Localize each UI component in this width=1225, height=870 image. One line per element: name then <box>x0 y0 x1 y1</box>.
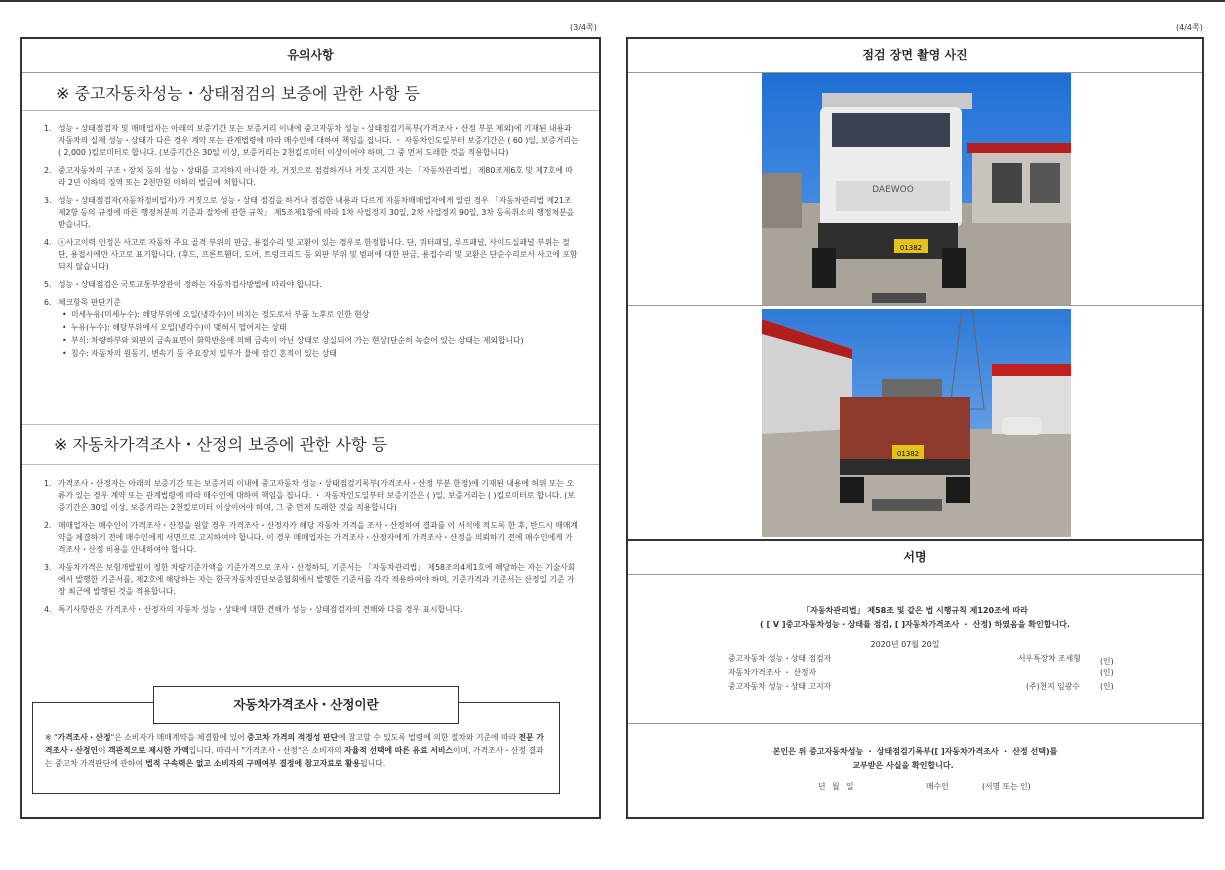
item-number: 4. <box>44 238 52 247</box>
item-number: 2. <box>44 166 52 175</box>
signer-mark-1: (인) <box>1100 657 1114 666</box>
signer-role-2: 자동차가격조사 ・ 산정자 <box>728 668 817 677</box>
section2-heading: ※ 자동차가격조사・산정의 보증에 관한 사항 등 <box>54 435 388 454</box>
section1-list <box>22 111 599 360</box>
signer-role-3: 중고자동차 성능・상태 고지자 <box>728 682 832 691</box>
definition-text-part: 이 <box>98 746 109 755</box>
definition-text-part: 됩니다. <box>360 759 386 768</box>
page-number-left: (3/4쪽) <box>570 23 597 32</box>
item-number: 1. <box>44 479 52 488</box>
receipt-date: 년 월 일 <box>818 782 854 791</box>
list-item <box>44 604 579 616</box>
definition-text-part: 자율적 선택에 따른 유료 서비스 <box>344 746 453 755</box>
definition-text-part: ※ " <box>45 733 58 742</box>
item-text: 체크항목 판단기준 <box>58 298 121 307</box>
cert-line-2: ( [ V ]중고자동차성능・상태를 점검, [ ]자동차가격조사 ・ 산정) 하였음을 확인합니다. <box>760 620 1070 629</box>
section1-heading: ※ 중고자동차성능・상태점검의 보증에 관한 사항 등 <box>22 73 599 111</box>
photo-signature-panel <box>626 37 1204 819</box>
price-definition-text <box>45 731 547 770</box>
section2-list <box>22 466 599 622</box>
photos-title: 점검 장면 촬영 사진 <box>628 39 1202 73</box>
truck-brand-text: DAEWOO <box>872 185 914 195</box>
item-number: 2. <box>44 521 52 530</box>
definition-text-part: "은 소비자가 매매계약을 체결함에 있어 <box>110 733 248 742</box>
definition-text-part: 중고차 가격의 적정성 판단 <box>247 733 339 742</box>
price-definition-box <box>32 697 560 794</box>
definition-text-part: 객관적으로 제시한 가액 <box>108 746 189 755</box>
item-number: 4. <box>44 605 52 614</box>
rear-plate-text: 01382 <box>896 450 920 458</box>
item-number: 6. <box>44 298 52 307</box>
item-number: 3. <box>44 563 52 572</box>
list-item <box>44 123 579 159</box>
price-definition-title: 자동차가격조사・산정이란 <box>153 686 459 724</box>
definition-text-part: 이며, 가격조사・산정 결과는 중고차 가격판단에 관하여 <box>45 746 544 768</box>
item-number: 1. <box>44 124 52 133</box>
criteria-sublist <box>58 309 579 360</box>
rear-view-photo <box>762 309 1071 537</box>
front-plate-text: 01382 <box>899 244 923 252</box>
photo-divider <box>628 305 1202 306</box>
item-text: 중고자동차의 구조・장치 등의 성능・상태를 고지하지 아니한 자, 거짓으로 점검하거나 거짓 고지한 자는 「자동차관리법」 제80조제6호 및 제7호에 따라 2년 이하의 징역 또는 2천만원 이하의 벌금에 처합니다. <box>58 166 573 187</box>
item-number: 5. <box>44 280 52 289</box>
item-text: 성능・상태점검자 및 매매업자는 아래의 보증기간 또는 보증거리 이내에 중고자동차 성능・상태점검기록부(가격조사・산정 부분 제외)에 기재된 내용과 자동차의 실제 성능・상태가 다른 경우 계약 또는 관계법령에 따라 매수인에 대하여 책임을 집니다. ・ 자동차인도일부터 보증기간은 ( 60 )일, 보증거리는 ( 2,000 )킬로미터로 합니다. (보증기간은 30일 이상, 보증거리는 2천킬로미터 이상이어야 하며, 그 중 먼저 도래한 것을 적용합니다) <box>58 124 579 157</box>
criteria-item: • 누유(누수): 해당부위에서 오일(냉각수)이 맺혀서 떨어지는 상태 <box>62 322 579 334</box>
list-item <box>44 562 579 598</box>
list-item <box>44 195 579 231</box>
item-text: ⓢ사고이력 인정은 사고로 자동차 주요 골격 부위의 판금, 용접수리 및 교환이 있는 경우로 한정합니다. 단, 쿼터패널, 루프패널, 사이드실패널 부위는 절단, 용접시에만 사고로 표기합니다. (후드, 프론트휀더, 도어, 트렁크리드 등 외판 부위 및 범퍼에 대한 판금, 용접수리 및 교환은 단순수리로서 사고에 포함되지 않습니다) <box>58 238 578 271</box>
definition-text-part: 전문 가격조사・산정인 <box>45 733 544 755</box>
cert-line-1: 「자동차관리법」 제58조 및 같은 법 시행규칙 제120조에 따라 <box>802 606 1028 615</box>
item-text: 매매업자는 매수인이 가격조사・산정을 원할 경우 가격조사・산정자가 해당 자동차 가격을 조사・산정하여 결과를 이 서식에 적도록 한 후, 반드시 매매계약을 체결하기 전에 매수인에게 서면으로 고지하여야 합니다. 이 경우 매매업자는 가격조사・산정자에게 가격조사・산정을 의뢰하기 전에 매수인에게 가격조사・산정 비용을 안내하여야 합니다. <box>58 521 578 554</box>
receipt-divider <box>628 723 1202 724</box>
buyer-sign: (서명 또는 인) <box>982 782 1031 791</box>
criteria-item: • 부식: 차량하부와 외판의 금속표면이 화학반응에 의해 금속이 아닌 상태로 상실되어 가는 현상(단순히 녹슬어 있는 상태는 제외합니다) <box>62 335 579 347</box>
item-text: 성능・상태점검은 국토교통부장관이 정하는 자동차검사방법에 따라야 합니다. <box>58 280 322 289</box>
list-item <box>44 520 579 556</box>
list-item <box>44 478 579 514</box>
list-item <box>44 297 579 360</box>
signature-title: 서명 <box>628 541 1202 575</box>
list-item <box>44 237 579 273</box>
notice-title: 유의사항 <box>22 39 599 73</box>
signer-name-1: 서우특장차 조세형 <box>1018 654 1081 663</box>
signer-name-3: (주)천지 임광수 <box>1026 682 1080 691</box>
definition-text-part: 가격조사・산정 <box>57 733 111 742</box>
top-rule <box>0 0 1225 2</box>
receipt-line-2: 교부받은 사실을 확인합니다. <box>852 761 954 770</box>
receipt-line-1: 본인은 위 중고자동차성능 ・ 상태점검기록부([ ]자동차가격조사 ・ 산정 선택)를 <box>772 747 1058 756</box>
definition-text-part: 입니다. 따라서 "가격조사・산정"은 소비자의 <box>188 746 345 755</box>
list-item <box>44 279 579 291</box>
signer-role-1: 중고자동차 성능・상태 점검자 <box>728 654 832 663</box>
buyer-label: 매수인 <box>926 782 949 791</box>
criteria-item: • 침수: 자동차의 원동기, 변속기 등 주요장치 일부가 물에 잠긴 흔적이 있는 상태 <box>62 348 579 360</box>
definition-text-part: 에 참고할 수 있도록 법령에 의한 절차와 기준에 따라 <box>338 733 519 742</box>
item-text: 성능・상태점검자(자동차정비업자)가 거짓으로 성능・상태 점검을 하거나 점검한 내용과 다르게 자동차매매업자에게 알린 경우 「자동차관리법 제21조제2항 등의 규정에 따른 행정처분의 기준과 절차에 관한 규칙」 제5조제1항에 따라 1차 사업정지 30일, 2차 사업정지 90일, 3차 등록취소의 행정처분을 받습니다. <box>58 196 575 229</box>
page-number-right: (4/4쪽) <box>1176 23 1203 32</box>
item-number: 3. <box>44 196 52 205</box>
list-item <box>44 165 579 189</box>
item-text: 자동차가격은 보험개발원이 정한 차량기준가액을 기준가격으로 조사・산정하되, 기준서는 「자동차관리법」 제58조의4제1호에 해당하는 자는 기술사회에서 발행한 기준서를, 제2호에 해당하는 자는 한국자동차진단보증협회에서 발행한 기준서를 각각 적용하여야 하며, 기준가격과 기준서는 산정일 기준 가장 최근에 발행된 것을 적용합니다. <box>58 563 576 596</box>
criteria-item: • 미세누유(미세누수): 해당부위에 오일(냉각수)이 비치는 정도로서 부품 노후로 인한 현상 <box>62 309 579 321</box>
signer-mark-2: (인) <box>1100 668 1114 677</box>
sign-date: 2020년 07월 20일 <box>870 640 940 649</box>
item-text: 특기사항란은 가격조사・산정자의 자동차 성능・상태에 대한 견해가 성능・상태점검자의 견해와 다를 경우 표시합니다. <box>58 605 463 614</box>
definition-text-part: 법적 구속력은 없고 소비자의 구매여부 결정에 참고자료로 활용 <box>145 759 361 768</box>
item-text: 가격조사・산정자는 아래의 보증기간 또는 보증거리 이내에 중고자동차 성능・상태점검기록부(가격조사・산정 부분 한정)에 기재된 내용에 허위 또는 오류가 있는 경우 계약 또는 관계법령에 따라 매수인에 대하여 책임을 집니다. ・ 자동차인도일부터 보증기간은 ( )일, 보증거리는 ( )킬로미터로 합니다. (보증기간은 30일 이상, 보증거리는 2천킬로미터 이상이어야 하며, 그 중 먼저 도래한 것을 적용합니다) <box>58 479 575 512</box>
signer-mark-3: (인) <box>1100 682 1114 691</box>
front-view-photo <box>762 73 1071 305</box>
section2-header <box>22 425 599 465</box>
